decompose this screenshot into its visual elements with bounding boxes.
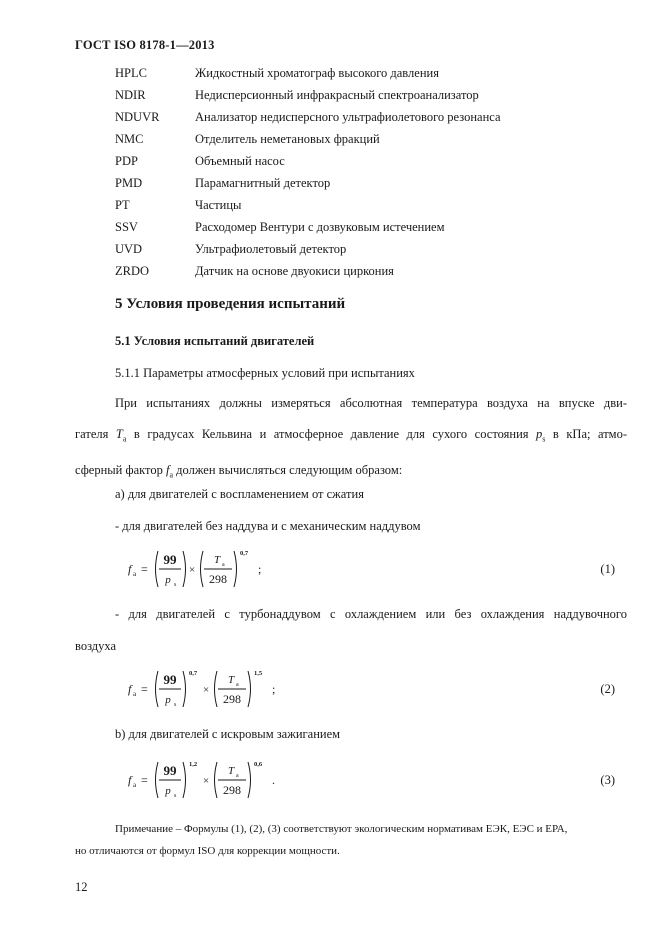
list-item-a: а) для двигателей с воспламенением от сжатия	[115, 487, 364, 501]
text-run: должен вычисляться следующим образом:	[173, 462, 403, 477]
subsection-heading: 5.1 Условия испытаний двигателей	[115, 334, 315, 348]
abbreviation-term: SSV	[115, 220, 138, 234]
abbreviation-term: PDP	[115, 154, 138, 168]
denominator-subscript: s	[174, 582, 177, 588]
numerator-subscript: a	[222, 562, 225, 568]
exponent: 1,5	[254, 670, 263, 677]
paragraph-line	[75, 455, 627, 491]
section-heading: 5 Условия проведения испытаний	[115, 296, 346, 312]
abbreviation-definition: Частицы	[195, 198, 242, 212]
abbreviation-term: NDIR	[115, 88, 146, 102]
abbreviation-term: PT	[115, 198, 130, 212]
abbreviation-definition: Датчик на основе двуокиси циркония	[195, 264, 394, 278]
symbol-fa: f	[165, 462, 170, 477]
formula-terminator: ;	[272, 682, 276, 696]
fraction-denominator: 298	[209, 572, 227, 586]
denominator-subscript: s	[174, 702, 177, 708]
formula-terminator: ;	[258, 562, 262, 576]
abbreviation-definition: Отделитель неметановых фракций	[195, 132, 380, 146]
abbreviation-definition: Ультрафиолетовый детектор	[195, 242, 347, 256]
list-dash-item: - для двигателей без наддува и с механическим наддувом	[115, 519, 421, 533]
formula-1	[128, 545, 288, 593]
exponent: 0,7	[240, 550, 249, 557]
symbol-ta: T	[115, 427, 123, 441]
formula-lhs-subscript: a	[133, 570, 137, 578]
numerator-subscript: a	[236, 773, 239, 779]
formula-lhs-subscript: a	[133, 781, 137, 789]
equals-sign: =	[141, 562, 148, 576]
left-parenthesis	[156, 762, 159, 798]
exponent: 0,7	[189, 670, 198, 677]
fraction-denominator: p	[165, 785, 171, 797]
exponent: 0,6	[254, 761, 263, 768]
text-run: в кПа; атмо-	[545, 427, 627, 441]
equation-number: (3)	[600, 773, 615, 787]
note-line: Примечание – Формулы (1), (2), (3) соответствуют экологическим нормативам ЕЭК, ЕЭС и ЕРА,	[115, 823, 568, 835]
formula-lhs: f	[128, 562, 132, 576]
symbol-ps: p	[536, 427, 543, 441]
multiply-sign: ×	[189, 564, 196, 576]
paragraph-line: При испытаниях должны измеряться абсолютная температура воздуха на впуске дви-	[115, 396, 627, 410]
right-parenthesis	[183, 762, 186, 798]
note-line: но отличаются от формул ISO для коррекции мощности.	[75, 845, 340, 857]
note	[75, 818, 627, 862]
formula-terminator: .	[272, 773, 275, 787]
abbreviation-definition: Объемный насос	[195, 154, 285, 168]
symbol-subscript: a	[122, 434, 127, 444]
formula-lhs-subscript: a	[133, 690, 137, 698]
clause-heading: 5.1.1 Параметры атмосферных условий при испытаниях	[115, 366, 415, 380]
right-parenthesis	[234, 551, 237, 587]
abbreviation-term: NDUVR	[115, 110, 160, 124]
formula-2	[128, 665, 308, 713]
paragraph-atmospheric	[75, 388, 627, 490]
text-run: в градусах Кельвина и атмосферное давление для сухого состояния	[126, 427, 537, 441]
list-item-b: b) для двигателей с искровым зажиганием	[115, 727, 341, 741]
equals-sign: =	[141, 773, 148, 787]
multiply-sign: ×	[203, 775, 210, 787]
multiply-sign: ×	[203, 684, 210, 696]
fraction-numerator: 99	[163, 763, 177, 778]
formula-3	[128, 756, 308, 804]
paragraph-turbo	[75, 598, 627, 662]
formula-lhs: f	[128, 682, 132, 696]
fraction-numerator: T	[227, 674, 235, 686]
fraction-denominator: p	[165, 574, 171, 586]
abbreviation-term: NMC	[115, 132, 144, 146]
abbreviation-term: ZRDO	[115, 264, 150, 278]
abbreviation-definition: Жидкостный хроматограф высокого давления	[195, 66, 439, 80]
document-header: ГОСТ ISO 8178-1—2013	[75, 38, 215, 52]
equation-number: (2)	[600, 682, 615, 696]
equation-number: (1)	[600, 562, 615, 576]
left-parenthesis	[156, 671, 159, 707]
abbreviation-definition: Расходомер Вентури с дозвуковым истечением	[195, 220, 445, 234]
equals-sign: =	[141, 682, 148, 696]
right-parenthesis	[183, 671, 186, 707]
symbol-subscript: a	[169, 470, 174, 479]
left-parenthesis	[156, 551, 159, 587]
right-parenthesis	[183, 551, 186, 587]
paragraph-line: - для двигателей с турбонаддувом с охлаждением или без охлаждения наддувочного	[115, 607, 627, 621]
fraction-numerator: T	[227, 765, 235, 777]
left-parenthesis	[215, 671, 218, 707]
paragraph-line	[75, 419, 627, 455]
left-parenthesis	[201, 551, 204, 587]
fraction-denominator: p	[165, 694, 171, 706]
paragraph-line: воздуха	[75, 639, 117, 653]
fraction-denominator: 298	[223, 783, 241, 797]
fraction-denominator: 298	[223, 692, 241, 706]
exponent: 1,2	[189, 761, 198, 768]
abbreviation-term: UVD	[115, 242, 143, 256]
fraction-numerator: T	[213, 554, 221, 566]
fraction-numerator: 99	[163, 552, 177, 567]
text-run: гателя	[75, 427, 116, 441]
numerator-subscript: a	[236, 682, 239, 688]
abbreviation-definition: Недисперсионный инфракрасный спектроанализатор	[195, 88, 479, 102]
symbol-subscript: s	[542, 434, 546, 444]
right-parenthesis	[248, 671, 251, 707]
fraction-numerator: 99	[163, 672, 177, 687]
formula-lhs: f	[128, 773, 132, 787]
left-parenthesis	[215, 762, 218, 798]
page-number: 12	[75, 880, 88, 894]
abbreviation-term: HPLC	[115, 66, 147, 80]
text-run: сферный фактор	[75, 462, 166, 477]
abbreviation-term: PMD	[115, 176, 143, 190]
denominator-subscript: s	[174, 793, 177, 799]
abbreviation-definition: Анализатор недисперсного ультрафиолетового резонанса	[195, 110, 501, 124]
abbreviation-definition: Парамагнитный детектор	[195, 176, 331, 190]
right-parenthesis	[248, 762, 251, 798]
